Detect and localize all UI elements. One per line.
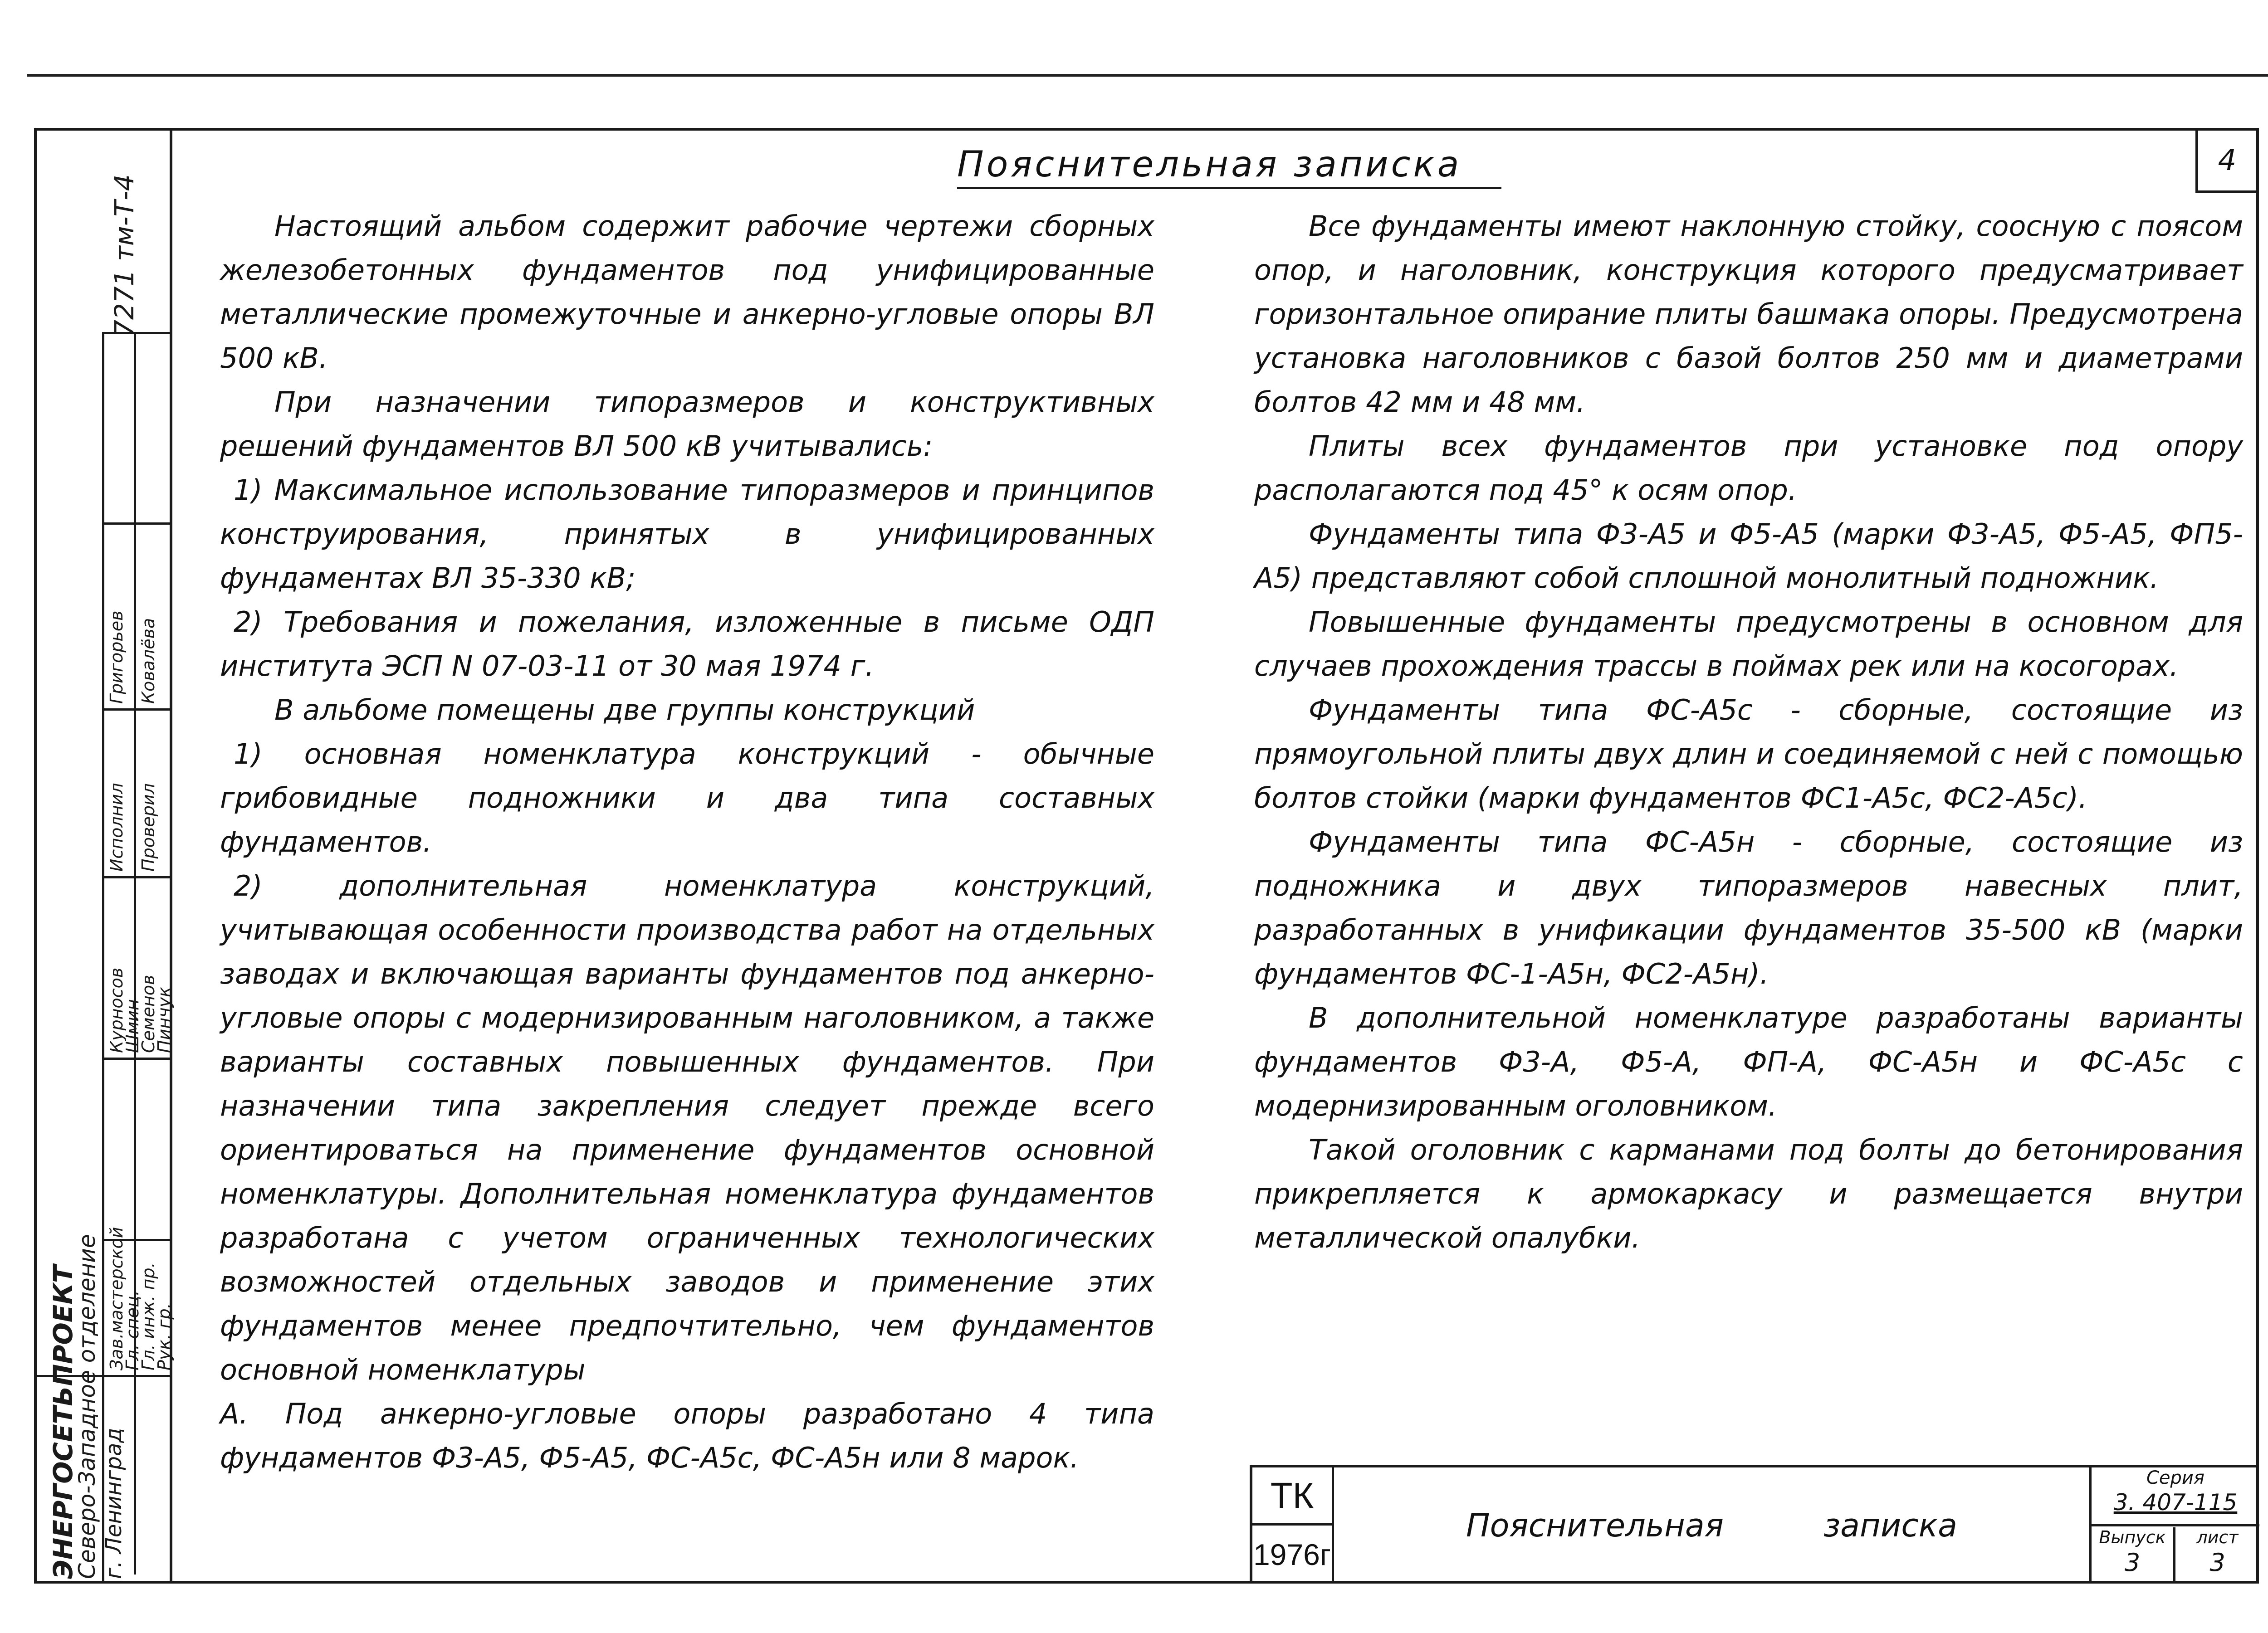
role: Проверил — [138, 783, 158, 872]
paragraph: А. Под анкерно-угловые опоры разработано 4 типа фундаментов Ф3-А5, Ф5-А5, ФС-А5с, ФС-А5н или 8 марок. — [220, 1397, 1154, 1474]
page-title: Пояснительная записка — [957, 144, 1501, 189]
role: Зав.мастерской — [107, 1227, 127, 1370]
page-number: 4 — [2195, 131, 2256, 193]
paragraph: В альбоме помещены две группы конструкций — [274, 693, 975, 726]
paragraph: 1) Максимальное использование типоразмеров и принципов конструирования, принятых в унифицированных фундаментах ВЛ 35-330 кВ; — [220, 473, 1154, 595]
org-branch: Северо-Западное отделение — [74, 1234, 100, 1579]
title-block-name-left: Пояснительная — [1466, 1507, 1724, 1544]
paragraph: Фундаменты типа ФС-А5н - сборные, состоящие из подножника и двух типоразмеров навесных плит, разработанных в унификации фундаментов 35-500 кВ (марки фундаментов ФС-1-А5н, ФС2-А5н). — [1254, 825, 2243, 990]
role: Рук. гр. — [154, 1303, 174, 1370]
stamp-divider — [102, 1058, 170, 1060]
person-name: Ковалёва — [138, 618, 158, 704]
person-name: Пинчук — [154, 986, 174, 1053]
vypusk-label: Выпуск — [2092, 1527, 2175, 1548]
sheet-code: 7271 тм-Т-4 — [109, 174, 140, 336]
series-label: Серия — [2146, 1467, 2204, 1488]
person-name: Курносов — [107, 967, 127, 1053]
person-name: Шмин — [122, 999, 142, 1053]
vypusk-value: 3 — [2092, 1548, 2175, 1584]
title-block — [1250, 1465, 2259, 1584]
title-block-name — [1334, 1467, 2092, 1584]
stamp-divider — [102, 332, 104, 1584]
series-value: 3. 407-115 — [2092, 1489, 2259, 1526]
paragraph: Настоящий альбом содержит рабочие чертежи сборных железобетонных фундаментов под унифицированные металлические промежуточные и анкерно-угловые опоры ВЛ 500 кВ. — [220, 210, 1154, 375]
person-name: Григорьев — [107, 610, 127, 704]
left-stamp-column — [34, 128, 172, 1584]
paragraph: При назначении типоразмеров и конструктивных решений фундаментов ВЛ 500 кВ учитывались: — [220, 385, 1154, 463]
paragraph: Фундаменты типа Ф3-А5 и Ф5-А5 (марки Ф3-А5, Ф5-А5, ФП5-А5) представляют собой сплошной монолитный подножник. — [1254, 517, 2243, 595]
org-city: г. Ленинград — [101, 1428, 127, 1579]
paragraph: 2) Требования и пожелания, изложенные в письме ОДП института ЭСП N 07-03-11 от 30 мая 1974 г. — [220, 605, 1154, 682]
paragraph: Все фундаменты имеют наклонную стойку, соосную с поясом опор, и наголовник, конструкция которого предусматривает горизонтальное опирание плиты башмака опоры. Предусмотрена установка наголовников с базой болтов 250 мм и диаметрами болтов 42 мм и 48 мм. — [1254, 210, 2243, 419]
stamp-divider — [102, 876, 170, 878]
stamp-divider — [102, 708, 170, 711]
paragraph: 2) дополнительная номенклатура конструкций, учитывающая особенности производства работ на отдельных заводах и включающая варианты фундаментов под анкерно-угловые опоры с модернизированным наголовником, а также варианты составных повышенных фундаментов. При назначении типа закрепления следует прежде всего ориентироваться на применение фундаментов основной номенклатуры. Дополнительная номенклатура фундаментов разработана с учетом ограниченных технологических возможностей отдельных заводов и применение этих фундаментов менее предпочтительно, чем фундаментов основной номенклатуры — [220, 869, 1154, 1386]
stamp-divider — [102, 522, 170, 525]
paragraph: Фундаменты типа ФС-А5с - сборные, состоящие из прямоугольной плиты двух длин и соединяемой с ней с помощью болтов стойки (марки фундаментов ФС1-А5с, ФС2-А5с). — [1254, 693, 2243, 814]
right-text-column — [1254, 204, 2243, 1260]
paragraph: Повышенные фундаменты предусмотрены в основном для случаев прохождения трассы в поймах рек или на косогорах. — [1254, 605, 2243, 682]
paragraph: Плиты всех фундаментов при установке под опору располагаются под 45° к осям опор. — [1254, 429, 2243, 507]
role: Гл. спец. — [122, 1290, 142, 1370]
stamp-divider — [134, 332, 136, 1575]
left-text-column — [220, 204, 1154, 1480]
person-name: Семенов — [138, 975, 158, 1053]
paragraph: 1) основная номенклатура конструкций - обычные грибовидные подножники и два типа составных фундаментов. — [220, 737, 1154, 858]
paragraph: Такой оголовник с карманами под болты до бетонирования прикрепляется к армокаркасу и размещается внутри металлической опалубки. — [1254, 1133, 2243, 1254]
role: Гл. инж. пр. — [138, 1262, 158, 1370]
title-block-tk: ТК — [1252, 1467, 1334, 1526]
list-value: 3 — [2209, 1548, 2225, 1577]
title-block-name-right: записка — [1823, 1507, 1957, 1544]
list-label: лист — [2196, 1527, 2239, 1547]
top-rule — [27, 74, 2268, 77]
title-block-year: 1976г — [1252, 1526, 1334, 1584]
role: Исполнил — [107, 783, 127, 872]
paragraph: В дополнительной номенклатуре разработаны варианты фундаментов Ф3-А, Ф5-А, ФП-А, ФС-А5н и ФС-А5с с модернизированным оголовником. — [1254, 1001, 2243, 1122]
org-name: ЭНЕРГОСЕТЬПРОЕКТ — [48, 1265, 78, 1579]
